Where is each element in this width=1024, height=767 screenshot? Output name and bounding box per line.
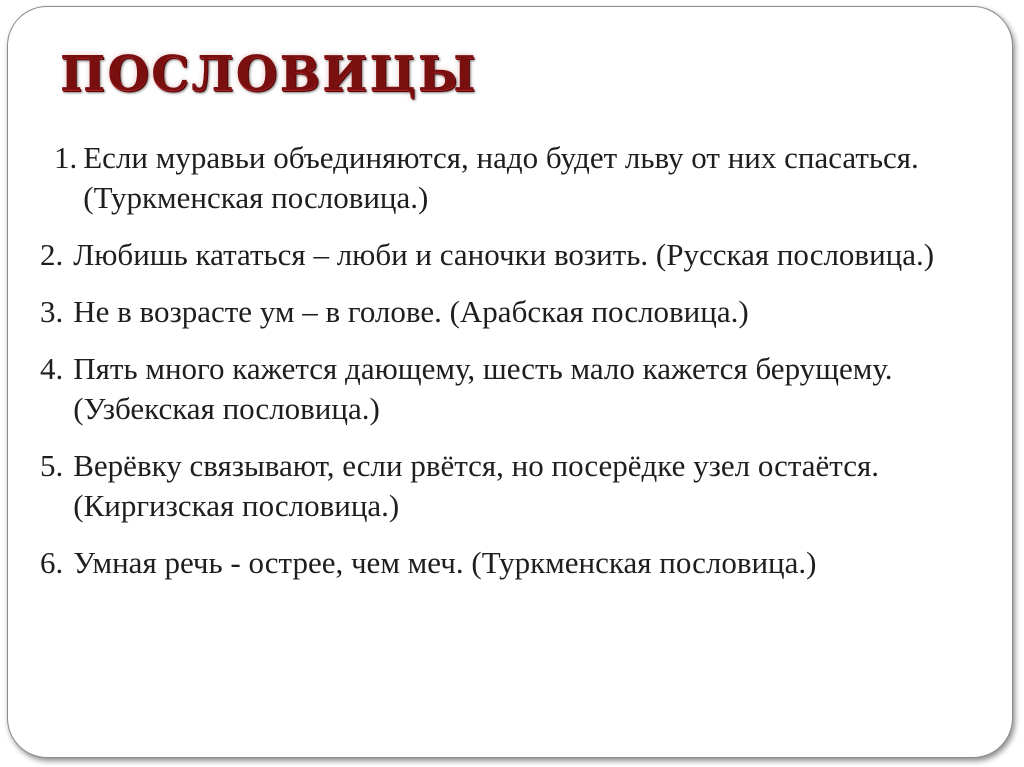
proverb-number: 2. [40, 237, 64, 272]
slide-title: ПОСЛОВИЦЫ [60, 46, 478, 102]
proverb-text: Пять много кажется дающему, шесть мало кажется берущему. (Узбекская пословица.) [73, 351, 893, 426]
proverb-text: Если муравьи объединяются, надо будет льву от них спасаться. (Туркменская пословица.) [83, 140, 919, 215]
proverb-item-1 [40, 138, 1000, 218]
proverb-number: 1. [54, 140, 78, 175]
proverb-number: 5. [40, 448, 64, 483]
proverb-item-2 [40, 235, 1000, 275]
proverb-item-4 [40, 349, 1000, 429]
proverb-item-6 [40, 543, 1000, 583]
proverb-item-5 [40, 446, 1000, 526]
proverb-text: Не в возрасте ум – в голове. (Арабская пословица.) [73, 294, 749, 329]
proverb-text: Умная речь - острее, чем меч. (Туркменская пословица.) [73, 545, 817, 580]
proverb-item-3 [40, 292, 1000, 332]
proverb-list [40, 138, 1000, 600]
proverb-number: 4. [40, 351, 64, 386]
proverb-text: Любишь кататься – люби и саночки возить. (Русская пословица.) [73, 237, 935, 272]
proverb-number: 3. [40, 294, 64, 329]
proverb-number: 6. [40, 545, 64, 580]
proverb-text: Верёвку связывают, если рвётся, но посерёдке узел остаётся. (Киргизская пословица.) [73, 448, 879, 523]
